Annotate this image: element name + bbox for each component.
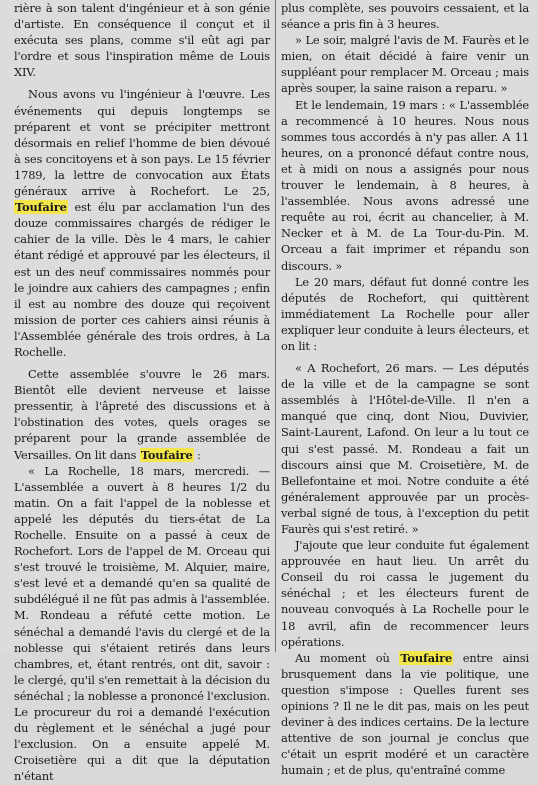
right-paragraph-3: Et le lendemain, 19 mars : « L'assemblée a recommencé à 10 heures. Nous nous sommes tous accordés à n'y pas aller. A 11 heures, on a prononcé défaut contre nous, et à midi on nous a assignés pour nous trouver le lendemain, à 8 heures, à l'assemblée. Nous avons adressé une requête au roi, écrit au chancelier, à M. Necker et à M. de La Tour-du-Pin. M. Orceau a fait imprimer et répandu son discours. » (281, 97, 529, 273)
left-paragraph-2-end: est élu par acclamation l'un des douze commissaires chargés de rédiger le cahier de la ville. Dès le 4 mars, le cahier étant rédigé et approuvé par les électeurs, il est un des neuf commissaires nommés pour le joindre aux cahiers des campagnes ; enfin il est au nombre des douze qui reçoivent mission de porter ces cahiers ainsi réunis à l'Assemblée générale des trois ordres, à La Rochelle. (14, 200, 270, 359)
right-paragraph-7-start: Au moment où (295, 650, 390, 665)
highlighted-name-toufaire: Toufaire (140, 447, 193, 462)
left-paragraph-2-start: Nous avons vu l'ingénieur à l'œuvre. Les événements qui depuis longtemps se préparent et vont se précipiter mettront désormais en relief l'homme de bien dévoué à ses concitoyens et à son pays. Le 15 février 1789, la lettre de convocation aux États généraux arrive à Rochefort. Le 25, (14, 87, 270, 199)
right-paragraph-1: plus complète, ses pouvoirs cessaient, et la séance a pris fin à 3 heures. (281, 1, 529, 32)
left-paragraph-1: rière à son talent d'ingénieur et à son génie d'artiste. En conséquence il conçut et il exécuta ses plans, comme s'il eût agi par l'ordre et sous l'inspiration même de Louis XIV. (14, 1, 270, 80)
highlighted-name-toufaire: Toufaire (15, 200, 67, 215)
right-paragraph-7 (281, 650, 529, 779)
left-paragraph-2 (14, 86, 270, 360)
right-paragraph-2: » Le soir, malgré l'avis de M. Faurès et le mien, on était décidé à faire venir un suppléant pour remplacer M. Orceau ; mais après souper, la saine raison a reparu. » (281, 33, 529, 96)
right-paragraph-6: J'ajoute que leur conduite fut également approuvée en haut lieu. Un arrêt du Conseil du roi cassa le jugement du sénéchal ; et les électeurs furent de nouveau convoqués à La Rochelle pour le 18 avril, afin de recommencer leurs opérations. (281, 538, 529, 649)
right-quote-paragraph: « A Rochefort, 26 mars. — Les députés de la ville et de la campagne se sont assemblés à l'Hôtel-de-Ville. Il n'en a manqué que cinq, dont Niou, Duvivier, Saint-Laurent, Lafond. On leur a lu tout ce qui s'est passé. M. Rondeau a fait un discours ainsi que M. Croisetière, M. de Bellefontaine et moi. Notre conduite a été généralement approuvée par un procès-verbal signé de tous, à l'exception du petit Faurès qui s'est retiré. » (281, 361, 529, 536)
column-divider (275, 0, 276, 652)
left-paragraph-3-start: Cette assemblée s'ouvre le 26 mars. Bientôt elle devient nerveuse et laisse pressentir, à l'âpreté des discussions et à l'obstination des votes, quels orages se préparent pour la grande assemblée de Versailles. On lit dans (14, 367, 270, 462)
left-paragraph-3 (14, 366, 270, 463)
left-column (14, 0, 270, 784)
left-paragraph-3-end: : (197, 447, 201, 462)
highlighted-name-toufaire: Toufaire (400, 650, 453, 665)
left-quote-paragraph: « La Rochelle, 18 mars, mercredi. — L'assemblée a ouvert à 8 heures 1/2 du matin. On a fait l'appel de la noblesse et appelé les députés du tiers-état de La Rochelle. Ensuite on a passé à ceux de Rochefort. Lors de l'appel de M. Orceau qui s'est trouvé le troisième, M. Alquier, maire, s'est levé et a demandé qu'en sa qualité de subdélégué il ne fût pas admis à l'assemblée. M. Rondeau a réfuté cette motion. Le sénéchal a demandé l'avis du clergé et de la noblesse qui s'étaient retirés dans leurs chambres, et, étant rentrés, ont dit, savoir : le clergé, qu'il s'en remettait à la décision du sénéchal ; la noblesse a prononcé l'exclusion. Le procureur du roi a demandé l'exécution du règlement et le sénéchal a jugé pour l'exclusion. On a ensuite appelé M. Croisetière qui a dit que la députation n'étant (14, 463, 270, 784)
right-paragraph-4: Le 20 mars, défaut fut donné contre les députés de Rochefort, qui quittèrent immédiatement La Rochelle pour aller expliquer leur conduite à leurs électeurs, et on lit : (281, 274, 529, 353)
right-column (281, 0, 529, 778)
right-paragraph-7-end: entre ainsi brusquement dans la vie politique, une question s'impose : Quelles furent ses opinions ? Il ne le dit pas, mais on les peut deviner à des indices certains. De la lecture attentive de son journal je conclus que c'était un esprit modéré et un caractère humain ; et de plus, qu'entraîné comme (281, 650, 529, 778)
